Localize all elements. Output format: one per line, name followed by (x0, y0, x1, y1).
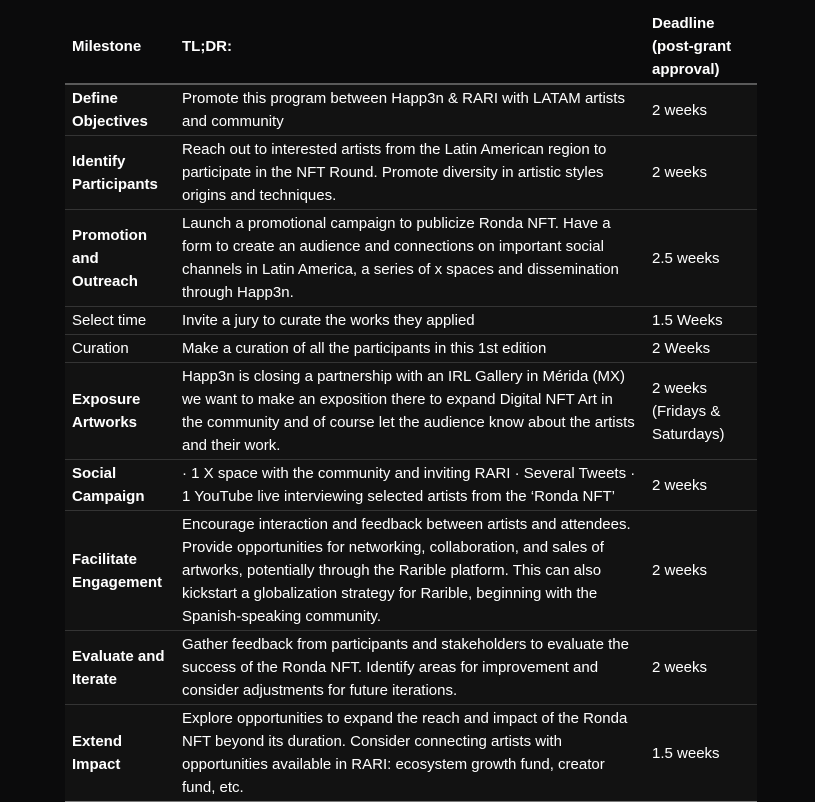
deadline-cell: 2 weeks (645, 631, 757, 705)
header-cell-deadline: Deadline (post-grant approval) (645, 10, 757, 84)
milestone-cell: Exposure Artworks (65, 363, 175, 460)
milestone-cell: Promotion and Outreach (65, 210, 175, 307)
deadline-cell: 2 weeks (645, 84, 757, 136)
header-cell-tldr: TL;DR: (175, 10, 645, 84)
table-row (65, 210, 757, 307)
milestone-cell: Evaluate and Iterate (65, 631, 175, 705)
tldr-cell: Make a curation of all the participants in this 1st edition (175, 335, 645, 363)
tldr-cell: Reach out to interested artists from the Latin American region to participate in the NFT Round. Promote diversity in artistic styles origins and techniques. (175, 136, 645, 210)
table-row (65, 136, 757, 210)
milestone-table (65, 10, 757, 802)
milestone-cell: Social Campaign (65, 460, 175, 511)
deadline-cell: 2.5 weeks (645, 210, 757, 307)
tldr-cell: Gather feedback from participants and stakeholders to evaluate the success of the Ronda NFT. Identify areas for improvement and consider adjustments for future iterations. (175, 631, 645, 705)
table-row (65, 631, 757, 705)
table-row (65, 335, 757, 363)
deadline-cell: 2 weeks (645, 511, 757, 631)
tldr-cell: Encourage interaction and feedback between artists and attendees. Provide opportunities for networking, collaboration, and sales of artworks, potentially through the Rarible platform. This can also kickstart a globalization strategy for Rarible, beginning with the Spanish-speaking community. (175, 511, 645, 631)
milestone-cell: Extend Impact (65, 705, 175, 802)
deadline-cell: 1.5 Weeks (645, 307, 757, 335)
tldr-cell: Explore opportunities to expand the reach and impact of the Ronda NFT beyond its duration. Consider connecting artists with opportunities available in RARI: ecosystem growth fund, creator fund, etc. (175, 705, 645, 802)
table-row (65, 84, 757, 136)
table-header-row (65, 10, 757, 84)
deadline-cell: 1.5 weeks (645, 705, 757, 802)
deadline-cell: 2 weeks (645, 136, 757, 210)
table-body (65, 84, 757, 802)
header-cell-milestone: Milestone (65, 10, 175, 84)
deadline-cell: 2 Weeks (645, 335, 757, 363)
milestone-cell: Curation (65, 335, 175, 363)
table-row (65, 363, 757, 460)
table-row (65, 705, 757, 802)
tldr-cell: Promote this program between Happ3n & RARI with LATAM artists and community (175, 84, 645, 136)
table-row (65, 460, 757, 511)
tldr-cell: · 1 X space with the community and inviting RARI · Several Tweets · 1 YouTube live interviewing selected artists from the ‘Ronda NFT’ (175, 460, 645, 511)
deadline-cell: 2 weeks (Fridays & Saturdays) (645, 363, 757, 460)
table-row (65, 307, 757, 335)
tldr-cell: Invite a jury to curate the works they applied (175, 307, 645, 335)
tldr-cell: Happ3n is closing a partnership with an IRL Gallery in Mérida (MX) we want to make an exposition there to expand Digital NFT Art in the community and of course let the audience know about the artists and their work. (175, 363, 645, 460)
table-row (65, 511, 757, 631)
milestone-cell: Facilitate Engagement (65, 511, 175, 631)
milestone-cell: Identify Participants (65, 136, 175, 210)
milestone-cell: Select time (65, 307, 175, 335)
milestone-cell: Define Objectives (65, 84, 175, 136)
tldr-cell: Launch a promotional campaign to publicize Ronda NFT. Have a form to create an audience and connections on important social channels in Latin America, a series of x spaces and dissemination through Happ3n. (175, 210, 645, 307)
deadline-cell: 2 weeks (645, 460, 757, 511)
